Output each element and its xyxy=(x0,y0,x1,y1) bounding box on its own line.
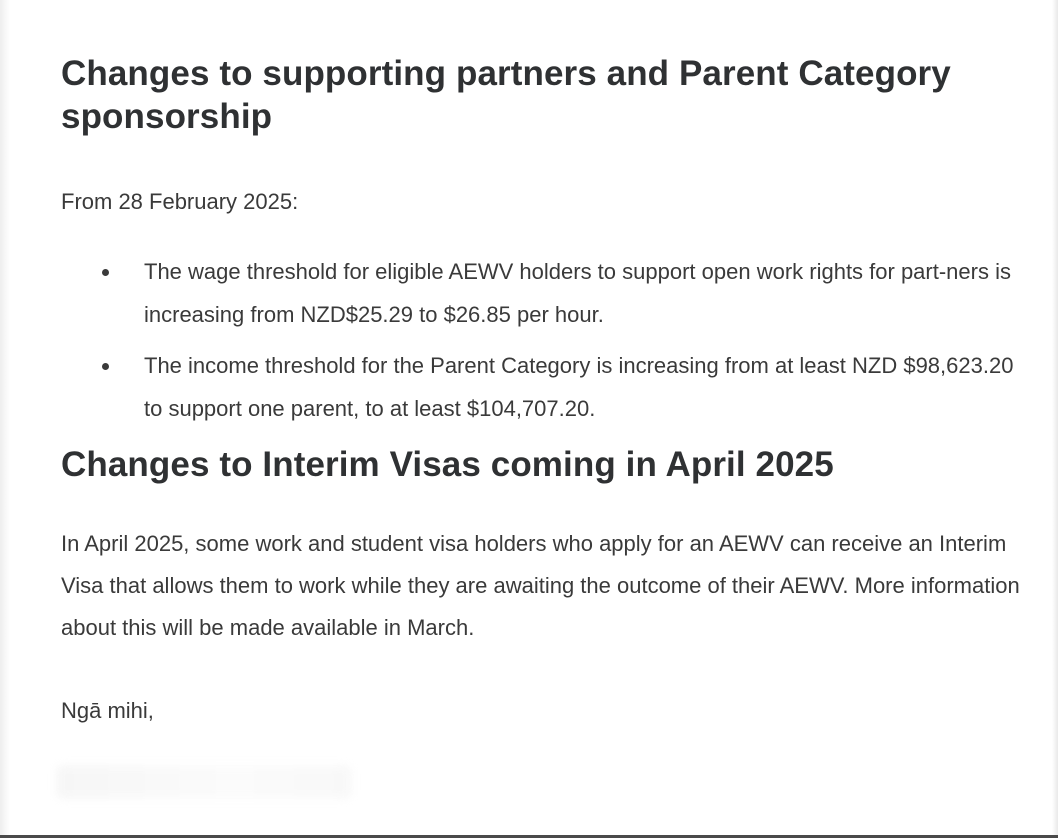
section-heading-interim-visas: Changes to Interim Visas coming in April 2025 xyxy=(61,445,834,484)
list-item xyxy=(61,344,1021,430)
redacted-signature xyxy=(56,765,352,799)
left-edge-shadow xyxy=(0,0,10,838)
list-item-text: The wage threshold for eligible AEWV holders to support open work rights for part-ners is increasing from NZD$25.29 to $26.85 per hour. xyxy=(144,259,1011,327)
interim-visa-paragraph: In April 2025, some work and student visa holders who apply for an AEWV can receive an Interim Visa that allows them to work while they are awaiting the outcome of their AEWV. More information about this will be made available in March. xyxy=(61,531,1020,640)
bullet-icon xyxy=(102,363,109,370)
list-item-text: The income threshold for the Parent Category is increasing from at least NZD $98,623.20 to support one parent, to at least $104,707.20. xyxy=(144,353,1014,421)
email-body xyxy=(61,52,1021,726)
section-heading-partners: Changes to supporting partners and Parent Category sponsorship xyxy=(61,54,951,136)
effective-date-text: From 28 February 2025: xyxy=(61,189,299,214)
changes-list xyxy=(61,250,1021,430)
signoff-text: Ngā mihi, xyxy=(61,698,154,723)
right-edge-shadow xyxy=(1052,0,1058,838)
bullet-icon xyxy=(102,269,109,276)
list-item xyxy=(61,250,1021,336)
